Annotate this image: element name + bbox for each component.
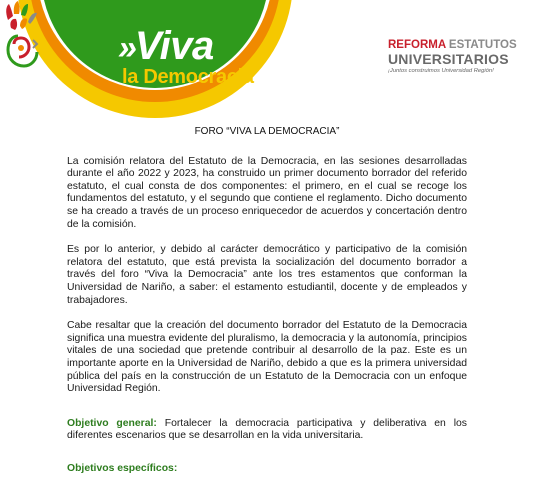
specific-objectives-heading: Objetivos específicos: — [67, 462, 178, 474]
paragraph-1: La comisión relatora del Estatuto de la Democracia, en las sesiones desarrolladas durante el año 2022 y 2023, ha construido un primer documento borrador del referido estatuto, el cual consta de dos componentes: el primero, en el cual se recoge los fundamentos del estatuto, y el segundo que contiene el reglamento. Dicho documento se ha creado a través de un proceso enriquecedor de acuerdos y concertación dentro de la comisión. — [67, 155, 467, 230]
campaign-title: » Viva — [118, 24, 214, 68]
document-title: FORO “VIVA LA DEMOCRACIA” — [194, 126, 340, 137]
logo-tagline: ¡Juntos construimos Universidad Región! — [388, 68, 494, 74]
reforma-logo-text — [388, 39, 528, 75]
campaign-subtitle: la Democracia — [122, 66, 254, 88]
logo-universitarios: UNIVERSITARIOS — [388, 51, 509, 67]
general-objective-text: Fortalecer la democracia participativa y deliberativa en los diferentes escenarios que se desarrollan en la vida universitaria. — [67, 417, 467, 442]
general-objective-label: Objetivo general: — [67, 417, 157, 429]
header-banner — [0, 0, 534, 120]
general-objective — [67, 418, 467, 443]
document-body — [67, 126, 467, 488]
campaign-wordmark — [118, 26, 278, 86]
paragraph-2: Es por lo anterior, y debido al carácter democrático y participativo de la comisión relatora del estatuto, que está prevista la socialización del documento borrador a través del foro “Viva la Democracia” ante los tres estamentos que conforman la Universidad de Nariño, a saber: el estamento estudiantil, docente y de empleados y trabajadores. — [67, 244, 467, 306]
paragraph-3: Cabe resaltar que la creación del documento borrador del Estatuto de la Democracia significa una muestra evidente del pluralismo, la democracia y la autonomía, principios vitales de una sociedad que pretende contribuir al desarrollo de la paz. Este es un importante aporte en la Universidad de Nariño, debido a que es la primera universidad pública del país en la construcción de un Estatuto de la Democracia con un enfoque Universidad Región. — [67, 320, 467, 395]
logo-title-line: REFORMA ESTATUTOS — [388, 39, 517, 51]
reforma-hands-logo-icon — [0, 0, 46, 72]
